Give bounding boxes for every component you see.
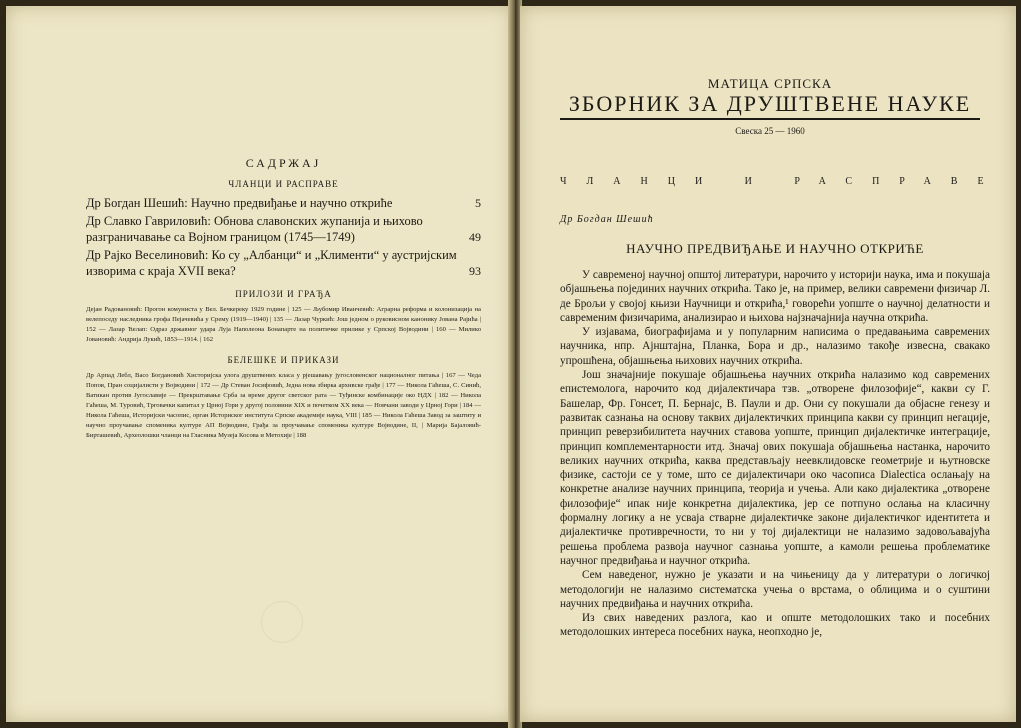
article-body xyxy=(560,268,990,640)
table-of-contents xyxy=(86,156,481,441)
paragraph: У савременој научној општој литератури, нарочито у историји наука, има и покушаја објашњења појединих научних открића. Тако је, на пример, велики савремени физичар Л. де Брољи у својој књизи Научници и открића,¹ говорећи уопште о научној делатности и савременим физичарима, анализирао и њихова најзначајнија научна открића. xyxy=(560,269,990,324)
paragraph: Још значајније покушаје објашњења научних открића налазимо код савремених епистемолога, нарочито код дијалектичара тзв. „отворене филозофије“, какви су Г. Башелар, Фр. Гонсет, П. Бернајс, В. Паули и др. Они су покушали да објасне генезу и развитак сазнања на основу таквих дијалектичких принципа какви су принцип негације, принцип реверзибилитета научних ставова уопште, принцип дијалектичке интеграције, принцип комплементарности итд. Значај ових покушаја објашњења настанка, нарочито великих научних открића, каква представљају неевклидовске геометрије и њутновске физике, састоји се у томе, што се дијалектичари око часописа Dialectica ослањају на конкретне анализе научних принципа, теорија и учења. Али како дијалектика „отворене филозофије“ ипак није конкретна дијалектика, јер се потпуно ослања на класичну формалну логику а не усваја стварне дијалектичке законе дијалектичког идентитета и дијалектичке противречности, то ни у тој дијалектици не налазимо задовољавајућа решења проблема развоја научног сазнања уопште, а камоли решења проблематике научног предвиђања и научног открића. xyxy=(560,369,990,567)
right-page xyxy=(520,6,1016,722)
paragraph: Сем наведеног, нужно је указати и на чињеницу да у литератури о логичкој методологији не налазимо систематска учења о врстама, о облицима и о суштини научних предвиђања и научних открића. xyxy=(560,569,990,610)
toc-section-articles: ЧЛАНЦИ И РАСПРАВЕ xyxy=(228,179,339,189)
journal-title: ЗБОРНИК ЗА ДРУШТВЕНЕ НАУКЕ xyxy=(560,92,980,120)
publisher-name: МАТИЦА СРПСКА xyxy=(707,76,833,91)
contributions-list: Дејан Радовановић: Прогон комуниста у Вел. Бечкереку 1929 године | 125 — Љубомир Иванчевић: Аграрна реформа и колонизација на велепоседу наследника грофа Пејачевића у Срему (1919—1940) | 135 — Лазар Чуркић: Још једном о руковисном канонику Јована Рајића | 152 — Лазар Ћелап: Одраз државног удара Луја Наполеона Бонапарте на политичке прилике у Српској Војводини | 160 — Милико Јовановић: Андрија Лукић, 1853—1914. | 162 xyxy=(86,306,481,343)
toc-entry-page: 93 xyxy=(469,264,481,278)
toc-entry xyxy=(86,213,481,245)
article-author: Др Богдан Шешић xyxy=(560,214,654,225)
toc-entry xyxy=(86,247,481,279)
toc-entry-title: Обнова славонских жупанија и њихово разграничавање са Војном границом (1745—1749) xyxy=(86,214,423,244)
notes-list: Др Арпад Лебл, Васо Богдановић Хисторијска улога друштвених класа у рјешавању југословенског националног питања | 167 — Чеда Попов, Пран социјалисти у Војводини | 172 — Др Стеван Јосифовић, Једна нова збирка архивске грађе | 177 — Никола Гаћеша, С. Синић, Ватикан против Југославије — Прекрштавање Срба за време другог светског рата — Туђинске комбинације око НДХ | 182 — Никола Гаћеша, М. Туровић, Трговачки капитал у Црној Гори у другој половини XIX и почетком XX века — Новчани заводи у Црној Гори | 184 — Никола Гаћеша, Историјски часопис, орган Историског института Српске академије наука, VIII | 185 — Никола Гаћеша Завод за заштиту и научно проучавање споменика културе АП Војводине, Грађа за проучавање споменика културе Војводине, II, | Марија Бајаловић-Бирташевић, Археолошки чланци на Гласника Музеја Косова и Метохије | 188 xyxy=(86,372,481,439)
toc-entry-author: Др Рајко Веселиновић: xyxy=(86,248,209,262)
article-title: НАУЧНО ПРЕДВИЂАЊЕ И НАУЧНО ОТКРИЋЕ xyxy=(626,241,924,256)
toc-heading: САДРЖАЈ xyxy=(245,156,322,170)
library-stamp xyxy=(261,601,303,643)
toc-entry xyxy=(86,195,481,211)
toc-entry-page: 49 xyxy=(469,230,481,244)
toc-entry-title: Научно предвиђање и научно открићe xyxy=(190,196,393,210)
issue-line: Свеска 25 — 1960 xyxy=(735,126,805,136)
toc-entry-title: Ко су „Албанци“ и „Клименти“ у аустријским изворима с краја XVII века? xyxy=(86,248,457,278)
paragraph: Из свих наведених разлога, као и опште методолошких тако и посебних методолошких интереса посебних наука, неопходно је, xyxy=(560,612,990,639)
toc-entry-author: Др Богдан Шешић: xyxy=(86,196,188,210)
toc-entry-author: Др Славко Гавриловић: xyxy=(86,214,211,228)
toc-section-notes: БЕЛЕШКЕ И ПРИКАЗИ xyxy=(227,355,340,365)
toc-entry-page: 5 xyxy=(475,196,481,210)
toc-section-contributions: ПРИЛОЗИ И ГРАЂА xyxy=(235,289,332,299)
section-heading: ЧЛАНЦИ И РАСПРАВЕ xyxy=(560,176,1004,187)
paragraph: У изјавама, биографијама и у популарним написима о предавањима савремених научника, нпр. Ајнштајна, Планка, Бора и др., налазимо такође извесна, свакако упрошћена, објашњења њихових научних открића. xyxy=(560,326,990,367)
journal-header xyxy=(560,76,980,136)
left-page xyxy=(6,6,512,722)
